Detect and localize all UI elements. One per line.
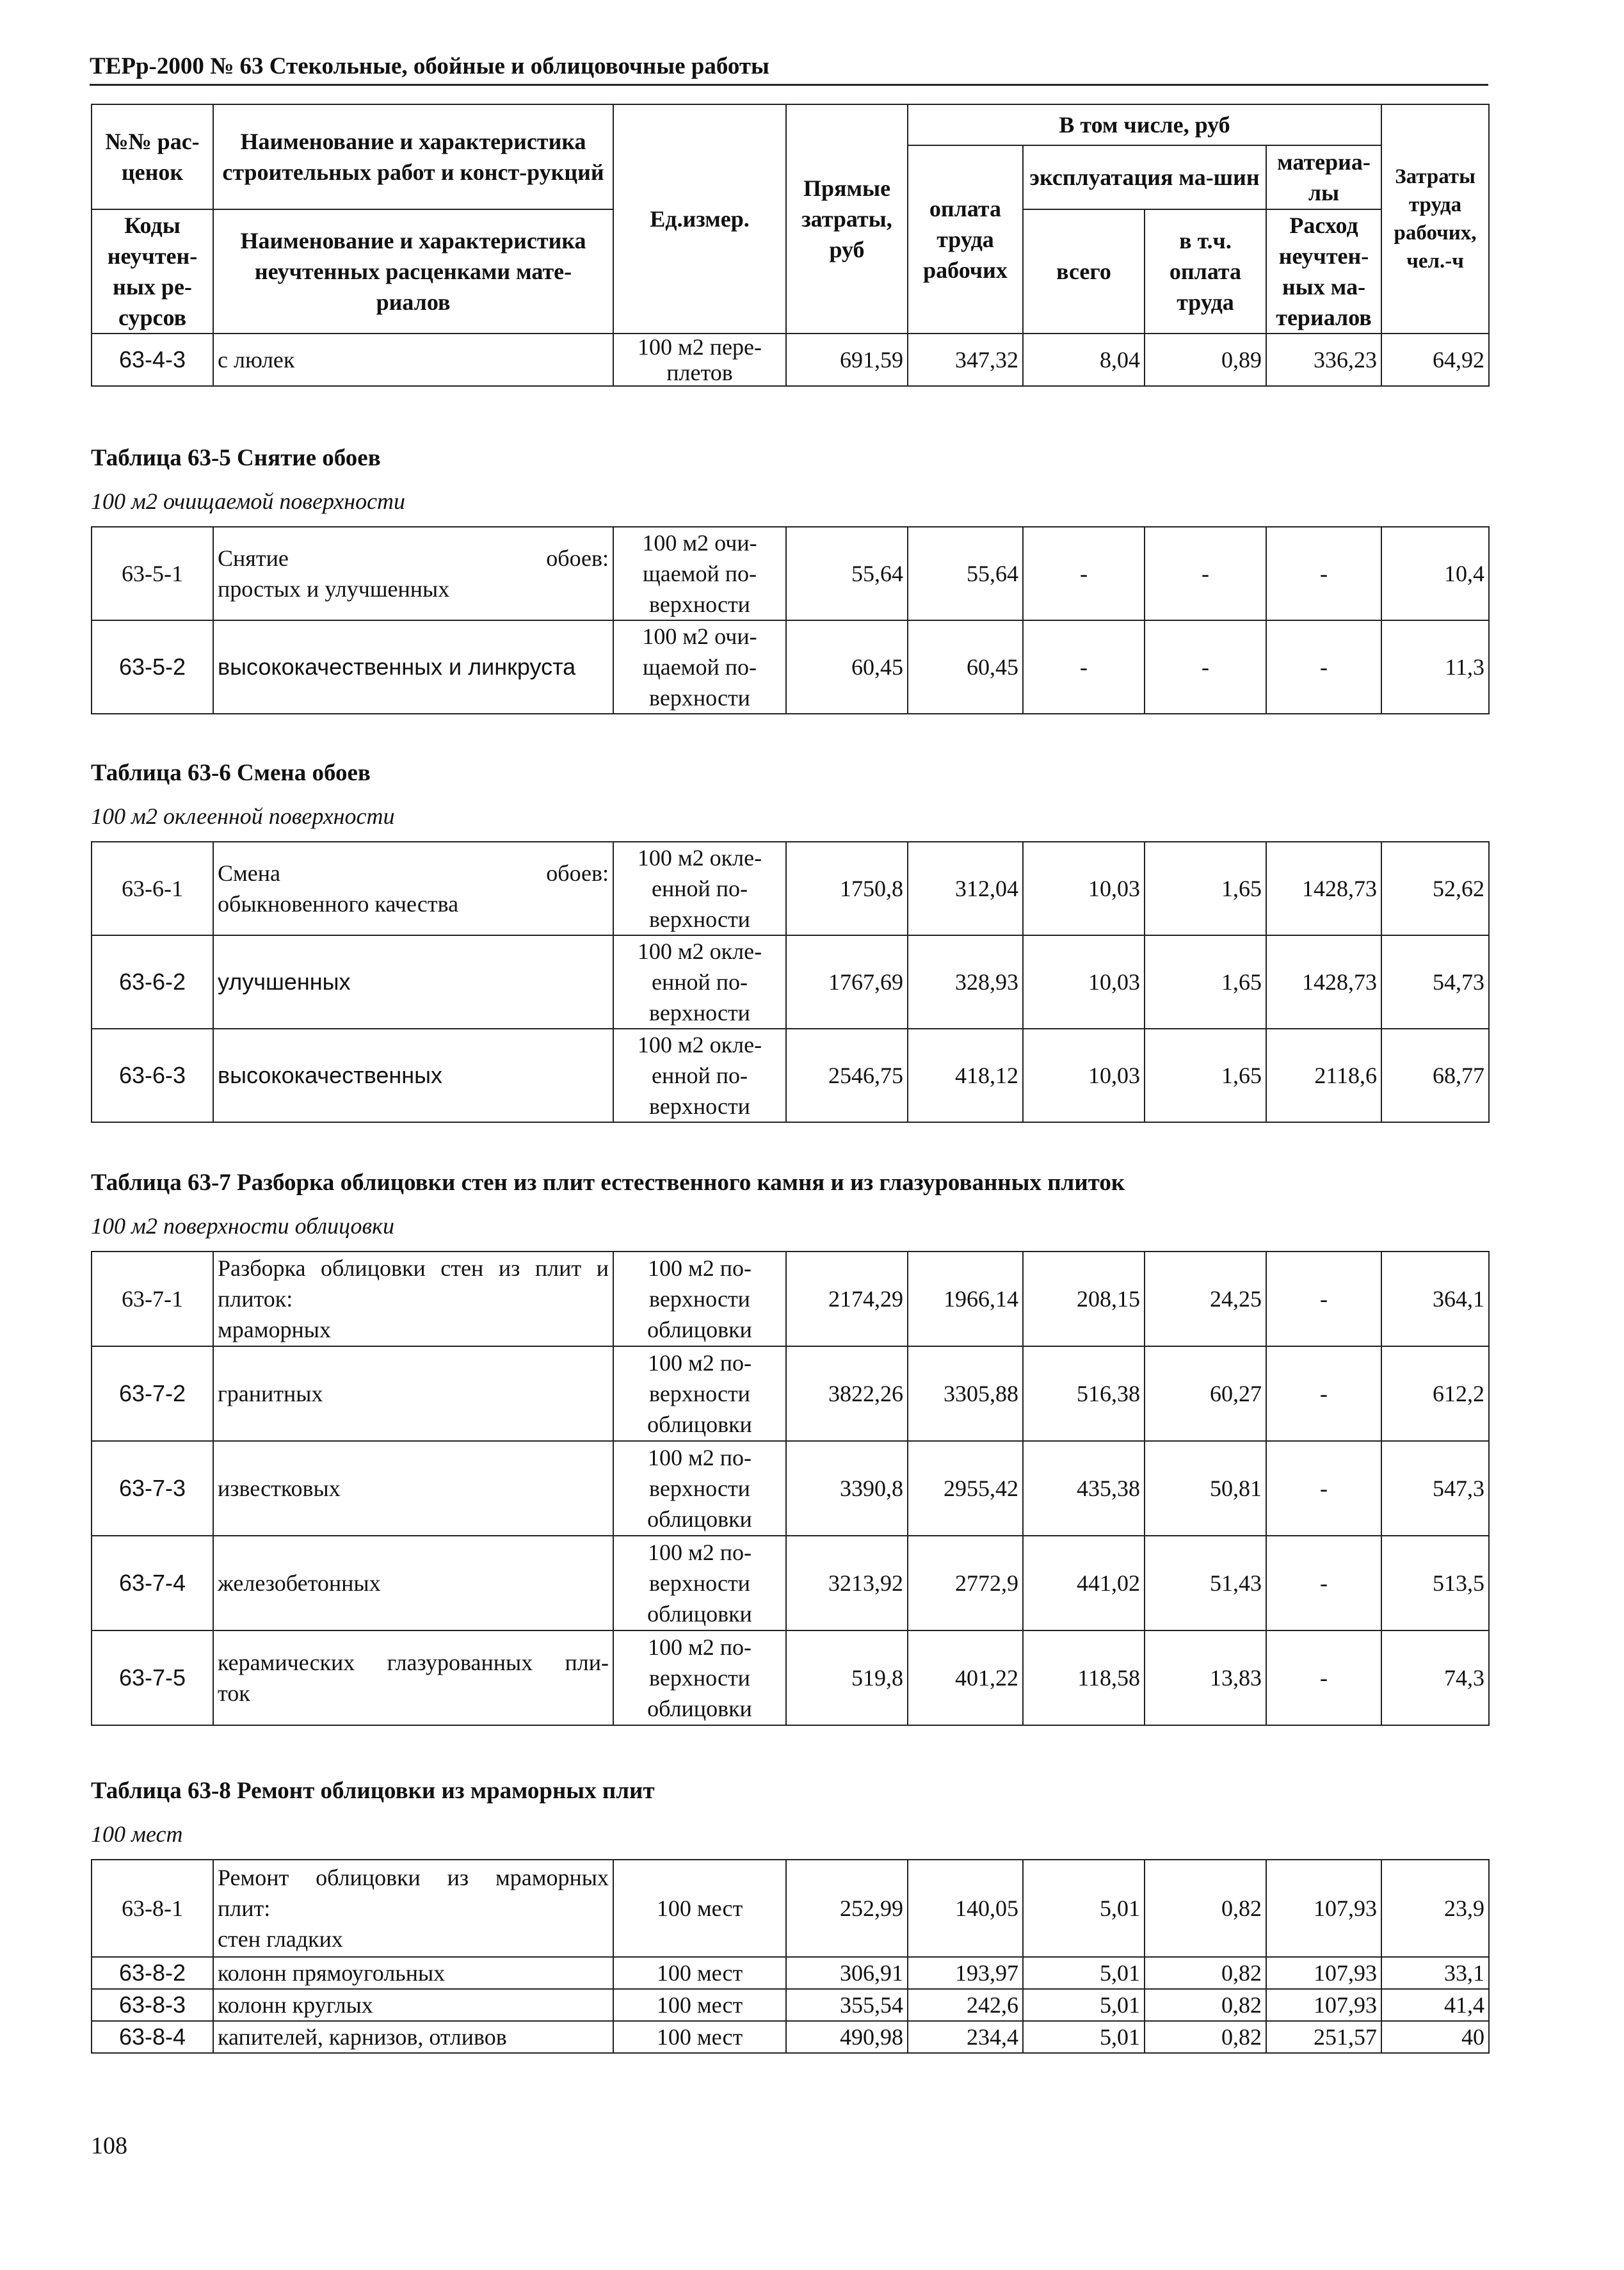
materials-cost: 1428,73 [1266,842,1381,935]
direct-cost: 1750,8 [786,842,908,935]
materials-cost: 336,23 [1266,334,1381,386]
direct-cost: 60,45 [786,620,908,714]
header-labor: Затраты труда рабочих, чел.-ч [1381,104,1489,334]
header-direct: Прямые затраты, руб [786,104,908,334]
header-table [91,104,1490,387]
unit-cell: 100 мест [613,1957,786,1989]
unit-cell: 100 м2 по-верхности облицовки [613,1441,786,1536]
labor-cost: 513,5 [1381,1536,1489,1630]
work-name: Ремонт облицовки из мраморных плит: стен гладких [213,1860,613,1957]
labor-cost: 364,1 [1381,1252,1489,1346]
table-row [92,620,1489,714]
header-name-top: Наименование и характеристика строительных работ и конст-рукций [213,104,613,209]
wages-cost: 55,64 [908,527,1023,620]
wages-cost: 2772,9 [908,1536,1023,1630]
table-63-5-title: Таблица 63-5 Снятие обоев [91,445,381,471]
rate-code: 63-7-4 [92,1536,213,1630]
rate-code: 63-8-2 [92,1957,213,1989]
unit-cell: 100 м2 по-верхности облицовки [613,1252,786,1346]
machines-wages: - [1145,620,1266,714]
direct-cost: 490,98 [786,2021,908,2053]
rate-code: 63-6-3 [92,1029,213,1122]
materials-cost: 107,93 [1266,1989,1381,2021]
machines-wages: 1,65 [1145,1029,1266,1122]
machines-total: 10,03 [1023,935,1145,1029]
materials-cost: 2118,6 [1266,1029,1381,1122]
work-name: гранитных [213,1346,613,1441]
header-machines: эксплуатация ма-шин [1023,145,1266,209]
unit-cell: 100 м2 по-верхности облицовки [613,1630,786,1725]
machines-total: 5,01 [1023,1860,1145,1957]
work-name: капителей, карнизов, отливов [213,2021,613,2053]
machines-wages: 0,82 [1145,2021,1266,2053]
labor-cost: 612,2 [1381,1346,1489,1441]
work-name: Снятие обоев: простых и улучшенных [213,527,613,620]
direct-cost: 2174,29 [786,1252,908,1346]
work-name: Разборка облицовки стен из плит и плиток: мраморных [213,1252,613,1346]
unit-cell: 100 м2 пере-плетов [613,334,786,386]
materials-cost: 107,93 [1266,1957,1381,1989]
unit-cell: 100 м2 окле-енной по-верхности [613,935,786,1029]
work-name: улучшенных [213,935,613,1029]
table-63-5 [91,526,1490,714]
materials-cost: - [1266,1536,1381,1630]
header-mach-wages: в т.ч. оплата труда [1145,209,1266,334]
wages-cost: 1966,14 [908,1252,1023,1346]
header-code-top: №№ рас-ценок [92,104,213,209]
table-row [92,1536,1489,1630]
machines-total: 118,58 [1023,1630,1145,1725]
machines-total: 516,38 [1023,1346,1145,1441]
rate-code: 63-7-3 [92,1441,213,1536]
wages-cost: 418,12 [908,1029,1023,1122]
direct-cost: 3213,92 [786,1536,908,1630]
table-row [92,1860,1489,1957]
labor-cost: 41,4 [1381,1989,1489,2021]
labor-cost: 11,3 [1381,620,1489,714]
table-63-8 [91,1859,1490,2054]
direct-cost: 1767,69 [786,935,908,1029]
header-materials-sub: Расход неучтен-ных ма-териалов [1266,209,1381,334]
table-63-6-unit: 100 м2 оклеенной поверхности [91,803,395,829]
rate-code: 63-8-4 [92,2021,213,2053]
machines-wages: 0,82 [1145,1989,1266,2021]
unit-cell: 100 м2 по-верхности облицовки [613,1346,786,1441]
rate-code: 63-5-2 [92,620,213,714]
machines-wages: - [1145,527,1266,620]
machines-total: 10,03 [1023,842,1145,935]
materials-cost: - [1266,1630,1381,1725]
materials-cost: 1428,73 [1266,935,1381,1029]
work-name: высококачественных [213,1029,613,1122]
table-row [92,842,1489,935]
machines-wages: 51,43 [1145,1536,1266,1630]
wages-cost: 401,22 [908,1630,1023,1725]
work-name: Смена обоев: обыкновенного качества [213,842,613,935]
unit-cell: 100 м2 очи-щаемой по-верхности [613,620,786,714]
table-63-7-unit: 100 м2 поверхности облицовки [91,1213,395,1239]
machines-total: 441,02 [1023,1536,1145,1630]
direct-cost: 3822,26 [786,1346,908,1441]
unit-cell: 100 мест [613,1989,786,2021]
rate-code: 63-4-3 [92,334,213,386]
work-name: железобетонных [213,1536,613,1630]
table-63-6 [91,841,1490,1123]
table-63-8-title: Таблица 63-8 Ремонт облицовки из мраморных плит [91,1778,655,1804]
header-name-bottom: Наименование и характеристика неучтенных расценками мате-риалов [213,209,613,334]
machines-total: 10,03 [1023,1029,1145,1122]
unit-cell: 100 м2 по-верхности облицовки [613,1536,786,1630]
table-row [92,527,1489,620]
machines-total: 208,15 [1023,1252,1145,1346]
unit-cell: 100 м2 окле-енной по-верхности [613,842,786,935]
table-row [92,1957,1489,1989]
rate-code: 63-7-2 [92,1346,213,1441]
header-incl: В том числе, руб [908,104,1381,145]
machines-wages: 1,65 [1145,842,1266,935]
table-63-7-title: Таблица 63-7 Разборка облицовки стен из плит естественного камня и из глазурованных плиток [91,1170,1125,1196]
wages-cost: 3305,88 [908,1346,1023,1441]
machines-wages: 0,82 [1145,1957,1266,1989]
work-name: известковых [213,1441,613,1536]
materials-cost: 251,57 [1266,2021,1381,2053]
labor-cost: 54,73 [1381,935,1489,1029]
rate-code: 63-7-1 [92,1252,213,1346]
direct-cost: 519,8 [786,1630,908,1725]
wages-cost: 328,93 [908,935,1023,1029]
rate-code: 63-8-1 [92,1860,213,1957]
table-row [92,334,1489,386]
machines-wages: 0,89 [1145,334,1266,386]
wages-cost: 312,04 [908,842,1023,935]
unit-cell: 100 мест [613,1860,786,1957]
labor-cost: 68,77 [1381,1029,1489,1122]
header-code-bottom: Коды неучтен-ных ре-сурсов [92,209,213,334]
materials-cost: - [1266,1441,1381,1536]
table-row [92,1989,1489,2021]
table-63-6-title: Таблица 63-6 Смена обоев [91,760,371,786]
header-unit: Ед.измер. [613,104,786,334]
materials-cost: - [1266,1252,1381,1346]
labor-cost: 40 [1381,2021,1489,2053]
direct-cost: 306,91 [786,1957,908,1989]
materials-cost: - [1266,527,1381,620]
direct-cost: 3390,8 [786,1441,908,1536]
wages-cost: 234,4 [908,2021,1023,2053]
direct-cost: 55,64 [786,527,908,620]
machines-wages: 24,25 [1145,1252,1266,1346]
work-name: с люлек [213,334,613,386]
header-wages: оплата труда рабочих [908,145,1023,334]
labor-cost: 10,4 [1381,527,1489,620]
table-row [92,2021,1489,2053]
labor-cost: 52,62 [1381,842,1489,935]
wages-cost: 347,32 [908,334,1023,386]
work-name: колонн прямоугольных [213,1957,613,1989]
rate-code: 63-6-2 [92,935,213,1029]
work-name: высококачественных и линкруста [213,620,613,714]
direct-cost: 691,59 [786,334,908,386]
table-row [92,1346,1489,1441]
table-row [92,1252,1489,1346]
materials-cost: - [1266,620,1381,714]
machines-wages: 60,27 [1145,1346,1266,1441]
machines-total: - [1023,527,1145,620]
table-row [92,935,1489,1029]
machines-total: 5,01 [1023,2021,1145,2053]
running-head: ТЕРр-2000 № 63 Стекольные, обойные и облицовочные работы [90,52,1488,86]
machines-total: 435,38 [1023,1441,1145,1536]
machines-total: 5,01 [1023,1957,1145,1989]
unit-cell: 100 мест [613,2021,786,2053]
work-name: колонн круглых [213,1989,613,2021]
table-row [92,1029,1489,1122]
rate-code: 63-8-3 [92,1989,213,2021]
unit-cell: 100 м2 окле-енной по-верхности [613,1029,786,1122]
machines-wages: 50,81 [1145,1441,1266,1536]
work-name: керамических глазурованных пли- ток [213,1630,613,1725]
wages-cost: 242,6 [908,1989,1023,2021]
page-number: 108 [91,2132,127,2159]
wages-cost: 140,05 [908,1860,1023,1957]
header-mach-total: всего [1023,209,1145,334]
direct-cost: 252,99 [786,1860,908,1957]
direct-cost: 355,54 [786,1989,908,2021]
header-materials: материа-лы [1266,145,1381,209]
rate-code: 63-6-1 [92,842,213,935]
labor-cost: 23,9 [1381,1860,1489,1957]
machines-total: 8,04 [1023,334,1145,386]
machines-wages: 1,65 [1145,935,1266,1029]
table-63-8-unit: 100 мест [91,1821,183,1847]
unit-cell: 100 м2 очи-щаемой по-верхности [613,527,786,620]
rate-code: 63-5-1 [92,527,213,620]
table-row [92,1630,1489,1725]
wages-cost: 60,45 [908,620,1023,714]
wages-cost: 193,97 [908,1957,1023,1989]
machines-wages: 13,83 [1145,1630,1266,1725]
labor-cost: 74,3 [1381,1630,1489,1725]
table-63-5-unit: 100 м2 очищаемой поверхности [91,488,406,514]
table-row [92,1441,1489,1536]
machines-total: 5,01 [1023,1989,1145,2021]
labor-cost: 33,1 [1381,1957,1489,1989]
labor-cost: 64,92 [1381,334,1489,386]
wages-cost: 2955,42 [908,1441,1023,1536]
labor-cost: 547,3 [1381,1441,1489,1536]
machines-total: - [1023,620,1145,714]
table-63-7 [91,1251,1490,1726]
materials-cost: 107,93 [1266,1860,1381,1957]
machines-wages: 0,82 [1145,1860,1266,1957]
direct-cost: 2546,75 [786,1029,908,1122]
materials-cost: - [1266,1346,1381,1441]
rate-code: 63-7-5 [92,1630,213,1725]
